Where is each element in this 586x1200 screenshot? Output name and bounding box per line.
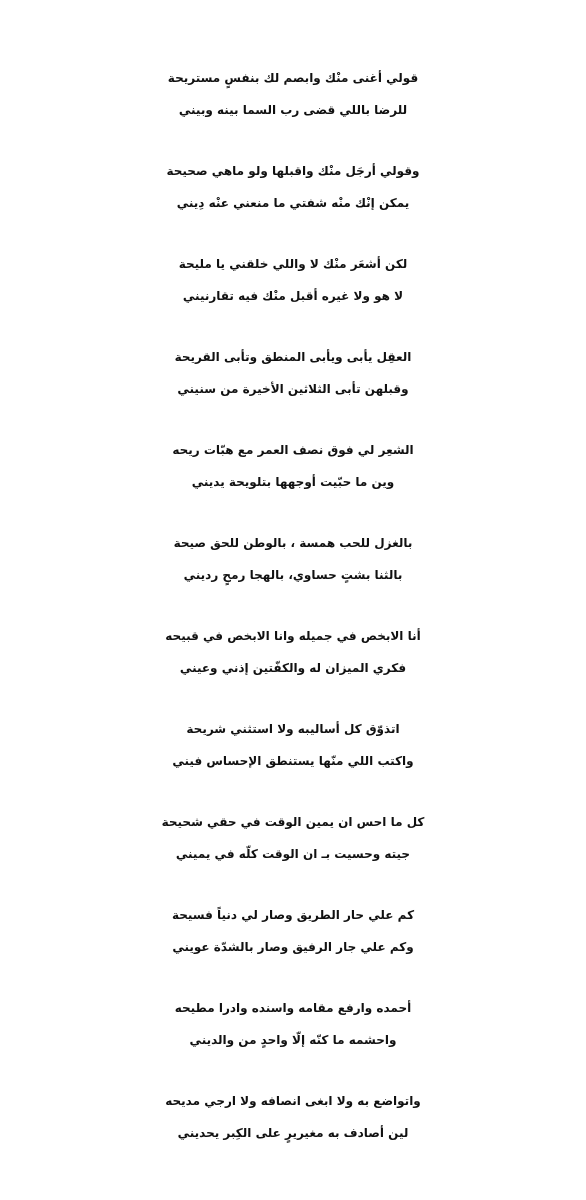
stanza-3	[0, 248, 586, 341]
verse-line: لا هو ولا غيره أقبل منْك فيه تقارنيني	[182, 289, 404, 303]
verse-line: أحمده وارفع مقامه واسنده وادرا مطيحه	[174, 1001, 412, 1015]
verse-line: العقِل يأبى ويأبى المنطق وتأبى القريحة	[174, 350, 412, 364]
stanza-7	[0, 620, 586, 713]
verse-line: لكن أشعَر منْك لا واللي خلقني يا مليحة	[178, 257, 408, 271]
verse-line: واحشمه ما كنّه إلّا واحدٍ من والديني	[189, 1033, 397, 1047]
stanza-1	[0, 62, 586, 155]
stanza-5	[0, 434, 586, 527]
poem	[0, 62, 586, 1178]
stanza-4	[0, 341, 586, 434]
verse-line: وكم علي جار الرفيق وصار بالشدّة عويني	[172, 940, 414, 954]
verse-line: كم علي حار الطريق وصار لي دنياً فسيحة	[171, 908, 415, 922]
verse-line: قولي أغنى منْك وابصم لك بنفسٍ مستريحة	[167, 71, 419, 85]
verse-line: بالثنا بشتٍ حساوي، بالهجا رمحٍ رديني	[183, 568, 403, 582]
verse-line: جيته وحسيت بـ ان الوقت كلّه في يميني	[175, 847, 411, 861]
stanza-10	[0, 899, 586, 992]
verse-line: واتواضع به ولا ابغى انصافه ولا ارجي مديحه	[165, 1094, 421, 1108]
stanza-9	[0, 806, 586, 899]
verse-line: يمكن إنْك منْه شفتي ما منعني عنْه دِيني	[176, 196, 410, 210]
verse-line: فكري الميزان له والكفّتين إذني وعيني	[179, 661, 407, 675]
stanza-8	[0, 713, 586, 806]
verse-line: لين أصادف به مغيريرٍ على الكِبر يحديني	[177, 1126, 409, 1140]
stanza-11	[0, 992, 586, 1085]
stanza-6	[0, 527, 586, 620]
verse-line: الشعِر لي فوق نصف العمر مع هبّات ريحه	[172, 443, 414, 457]
verse-line: كل ما احس ان يمين الوقت في حقي شحيحة	[161, 815, 425, 829]
verse-line: اتذوّق كل أساليبه ولا استثني شريحة	[186, 722, 400, 736]
verse-line: وقولي أرجَل منْك واقبلها ولو ماهي صحيحة	[166, 164, 420, 178]
stanza-12	[0, 1085, 586, 1178]
verse-line: للرضا باللي قضى رب السما بينه وبيني	[178, 103, 408, 117]
verse-line: واكتب اللي منّها يستنطق الإحساس فيني	[172, 754, 414, 768]
stanza-2	[0, 155, 586, 248]
verse-line: بالغزل للحب همسة ، بالوطن للحق صيحة	[173, 536, 413, 550]
verse-line: أنا الابخص في جميله وانا الابخص في قبيحه	[165, 629, 421, 643]
verse-line: وقبلهن تأبى الثلاثين الأخيرة من سنيني	[177, 382, 409, 396]
verse-line: وين ما حبّيت أوجهها بتلويحة يديني	[191, 475, 395, 489]
